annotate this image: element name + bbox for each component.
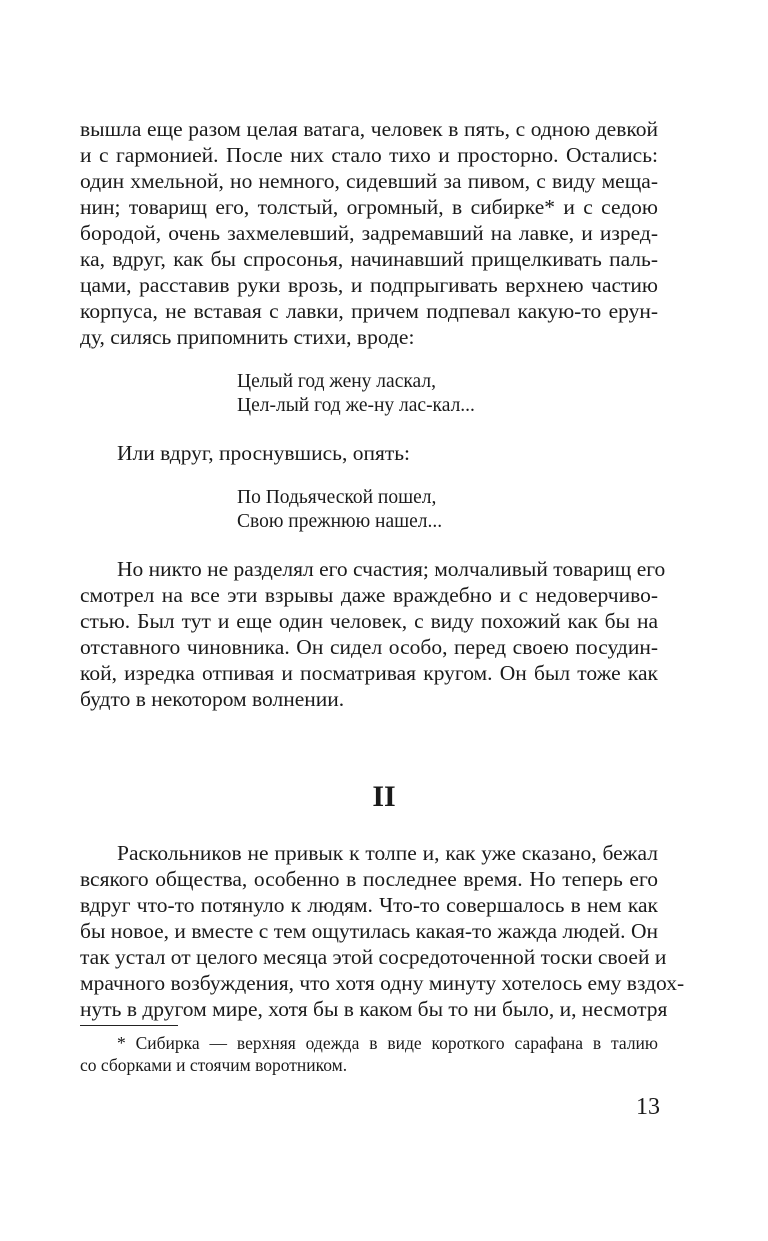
text-line: нуть в другом мире, хотя бы в каком бы то ни было, и, несмотря [80, 997, 668, 1021]
text-line: Но никто не разделял его счастия; молчаливый товарищ его [117, 557, 666, 581]
text-line: всякого общества, особенно в последнее время. Но теперь его [80, 867, 658, 891]
text-line: корпуса, не вставая с лавки, причем подпевал какую-то ерун- [80, 299, 658, 323]
text-line: бы новое, и вместе с тем ощутилась какая-то жажда людей. Он [80, 919, 658, 943]
text-line: отставного чиновника. Он сидел особо, перед своею посудин- [80, 635, 658, 659]
text-line: будто в некотором волнении. [80, 687, 345, 711]
text-line: смотрел на все эти взрывы даже враждебно и с недоверчиво- [80, 583, 658, 607]
text-line: и с гармонией. После них стало тихо и просторно. Остались: [80, 143, 658, 167]
text-line: ду, силясь припомнить стихи, вроде: [80, 325, 415, 349]
text-line: мрачного возбуждения, что хотя одну минуту хотелось ему вздох- [80, 971, 685, 995]
verse-line: По Подьяческой пошел, [237, 487, 437, 508]
text-line: Раскольников не привык к толпе и, как уже сказано, бежал [117, 841, 658, 865]
text-line: кой, изредка отпивая и посматривая кругом. Он был тоже как [80, 661, 658, 685]
page-number: 13 [636, 1094, 660, 1120]
text-line: так устал от целого месяца этой сосредоточенной тоски своей и [80, 945, 667, 969]
text-line: Или вдруг, проснувшись, опять: [117, 441, 411, 465]
verse-line: Цел-лый год же-ну лас-кал... [237, 395, 475, 416]
footnote-divider [80, 1025, 178, 1026]
text-line: нин; товарищ его, толстый, огромный, в сибирке* и с седою [80, 195, 658, 219]
text-line: вышла еще разом целая ватага, человек в пять, с одною девкой [80, 117, 658, 141]
text-line: ка, вдруг, как бы спросонья, начинавший прищелкивать паль- [80, 247, 658, 271]
verse-line: Целый год жену ласкал, [237, 371, 436, 392]
footnote-line: * Сибирка — верхняя одежда в виде короткого сарафана в талию [117, 1033, 658, 1053]
text-line: вдруг что-то потянуло к людям. Что-то совершалось в нем как [80, 893, 658, 917]
text-line: цами, расставив руки врозь, и подпрыгивать верхнею частию [80, 273, 658, 297]
text-line: один хмельной, но немного, сидевший за пивом, с виду меща- [80, 169, 658, 193]
verse-line: Свою прежнюю нашел... [237, 511, 443, 532]
text-line: бородой, очень захмелевший, задремавший на лавке, и изред- [80, 221, 658, 245]
footnote-line: со сборками и стоячим воротником. [80, 1055, 348, 1075]
text-line: стью. Был тут и еще один человек, с виду похожий как бы на [80, 609, 658, 633]
chapter-heading: II [372, 780, 396, 813]
